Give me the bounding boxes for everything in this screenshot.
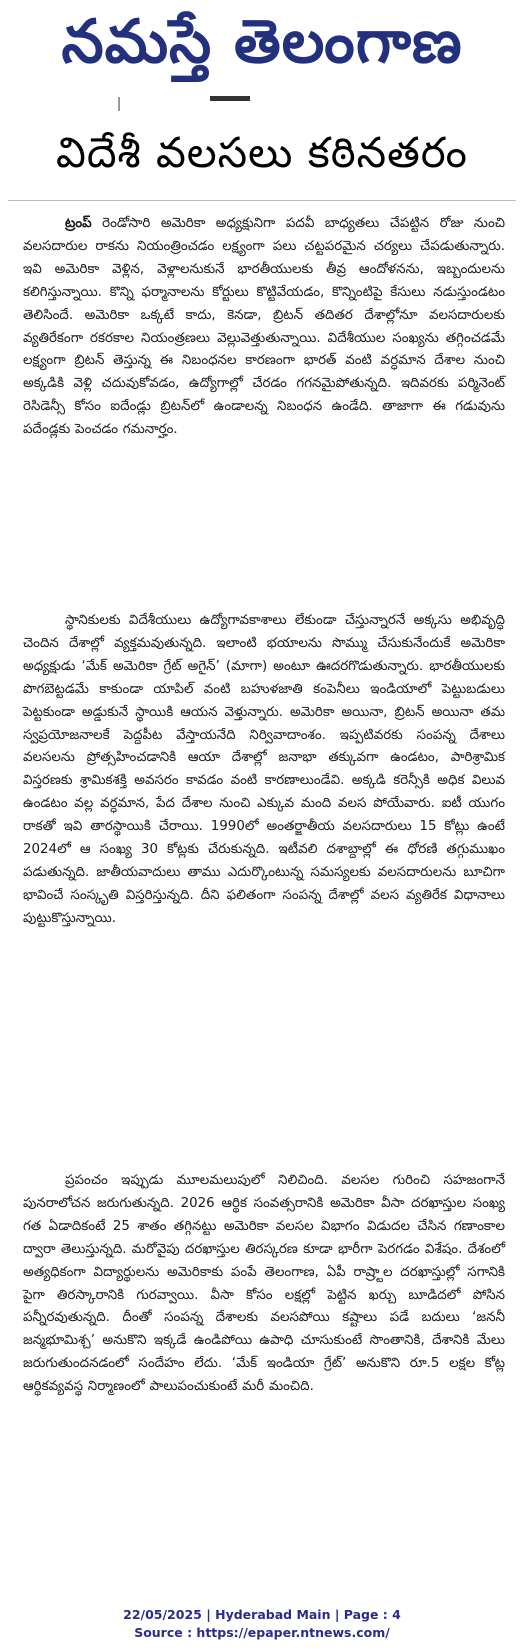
newspaper-logo: నమస్తే తెలంగాణ [61,7,463,77]
article-paragraph [23,610,505,931]
paragraph-text: ప్రపంచం ఇప్పుడు మూలమలుపులో నిలిచింది. వలసల గురించి సహజంగానే పునరాలోచన జరుగుతున్నది. 2026 ఆర్థిక సంవత్సరానికి అమెరికా వీసా దరఖాస్తుల సంఖ్య గత ఏడాదికంటే 25 శాతం తగ్గినట్టు అమెరికా వలసల విభాగం విడుదల చేసిన గణాంకాల ద్వారా తెలుస్తున్నది. మరోవైపు దరఖాస్తుల తిరస్కరణ కూడా భారీగా పెరగడం విశేషం. దేశంలో అత్యధికంగా విద్యార్థులను అమెరికాకు పంపే తెలంగాణ, ఏపీ రాష్ర్టాల దరఖాస్తుల్లో సగానికి పైగా తిరస్కారానికి గురవ్వాయి. వీసా కోసం లక్షల్లో పెట్టిన ఖర్చు బూడిదలో పోసిన పన్నీరవుతున్నది. దీంతో సంపన్న దేశాలకు వలసపోయి కష్టాలు పడే బదులు ‘జననీ జన్మభూమిశ్చ’ అనుకొని ఇక్కడే ఉండిపోయి ఉపాధి చూసుకుంటే సొంతానికి, దేశానికి మేలు జరుగుతుందనడంలో సందేహం లేదు. ‘మేక్ ఇండియా గ్రేట్’ అనుకొని రూ.5 లక్షల కోట్ల ఆర్థికవ్యవస్థ నిర్మాణంలో పాలుపంచుకుంటే మరీ మంచిది. [23,1173,505,1395]
divider [8,200,516,201]
divider [210,96,250,101]
divider [118,97,120,111]
article-headline: విదేశీ వలసలు కఠినతరం [56,128,468,177]
paragraph-text: రెండోసారి అమెరికా అధ్యక్షునిగా పదవీ బాధ్యతలు చేపట్టిన రోజు నుంచి వలసదారుల రాకను నియంత్రించడం లక్ష్యంగా పలు చట్టపరమైన చర్యలు చేపడుతున్నారు. ఇవి అమెరికా వెళ్లిన, వెళ్లాలనుకునే భారతీయులకు తీవ్ర ఆందోళనను, ఇబ్బందులను కలిగిస్తున్నాయి. కొన్ని ఫర్మానాలను కోర్టులు కొట్టివేయడం, కొన్నింటిపై కేసులు నడుస్తుండటం తెలిసిందే. అమెరికా ఒక్కటే కాదు, కెనడా, బ్రిటన్ తదితర దేశాల్లోనూ వలసదారులకు వ్యతిరేకంగా రకరకాల నియంత్రణలు వెల్లువెత్తుతున్నాయి. విదేశీయుల సంఖ్యను తగ్గించడమే లక్ష్యంగా బ్రిటన్ తెస్తున్న ఈ నిబంధనల కారణంగా భారత్ వంటి వర్ధమాన దేశాల నుంచి అక్కడికి వెళ్లి చదువుకోవడం, ఉద్యోగాల్లో చేరడం గగనమైపోతున్నది. ఇదివరకు పర్మినెంట్ రెసిడెన్సీ కోసం ఐదేండ్లు బ్రిటన్‌లో ఉండాలన్న నిబంధన ఉండేది. తాజాగా ఈ గడువును పదేండ్లకు పెంచడం గమనార్హం. [23,216,505,438]
lead-word: ట్రంప్ [65,216,92,231]
paragraph-text: స్థానికులకు విదేశీయులు ఉద్యోగావకాశాలు లేకుండా చేస్తున్నారనే అక్కసు అభివృద్ధి చెందిన దేశాల్లో వ్యక్తమవుతున్నది. ఇలాంటి భయాలను సొమ్ము చేసుకునేందుకే అమెరికా అధ్యక్షుడు ‘మేక్ అమెరికా గ్రేట్ అగైన్’ (మాగా) అంటూ ఊదరగొడుతున్నారు. భారతీయులకు పొగబెట్టడమే కాకుండా యాపిల్ వంటి బహుళజాతి కంపెనీలు ఇండియాలో పెట్టుబడులు పెట్టకుండా అడ్డుకునే స్థాయికి ఆయన వెళ్తున్నారు. అమెరికా అయినా, బ్రిటన్ అయినా తమ స్వప్రయోజనాలకే పెద్దపీట వేస్తాయనేది నిర్వివాదాంశం. ఇప్పటివరకు సంపన్న దేశాలు వలసలను ప్రోత్సహించడానికి ఆయా దేశాల్లో జనాభా తక్కువగా ఉండటం, పారిశ్రామిక విస్తరణకు శ్రామికశక్తి అవసరం కావడం వంటి కారణాలుండేవి. అక్కడి కరెన్సీకి అధిక విలువ ఉండటం వల్ల వర్ధమాన, పేద దేశాల నుంచి ఎక్కువ మంది వలస పోయేవారు. ఐటీ యుగం రాకతో ఇవి తారస్థాయికి చేరాయి. 1990లో అంతర్జాతీయ వలసదారులు 15 కోట్లు ఉంటే 2024లో ఆ సంఖ్య 30 కోట్లకు చేరుకున్నది. ఇటీవలి దశాబ్దాల్లో ఈ ధోరణి తగ్గుముఖం పడుతున్నది. జాతీయవాదులు తాము ఎదుర్కొంటున్న సమస్యలకు వలసదారులను బూచిగా భావించే సంస్కృతి విస్తరిస్తున్నది. దీని ఫలితంగా సంపన్న దేశాల్లో వలస వ్యతిరేక విధానాలు పుట్టుకొస్తున్నాయి. [23,613,505,926]
source-link[interactable]: Source : https://epaper.ntnews.com/ [134,1625,390,1640]
masthead [0,0,524,88]
edition-info: 22/05/2025 | Hyderabad Main | Page : 4 [123,1607,401,1622]
footer [0,1606,524,1642]
article-paragraph [23,213,505,442]
article-paragraph [23,1170,505,1399]
